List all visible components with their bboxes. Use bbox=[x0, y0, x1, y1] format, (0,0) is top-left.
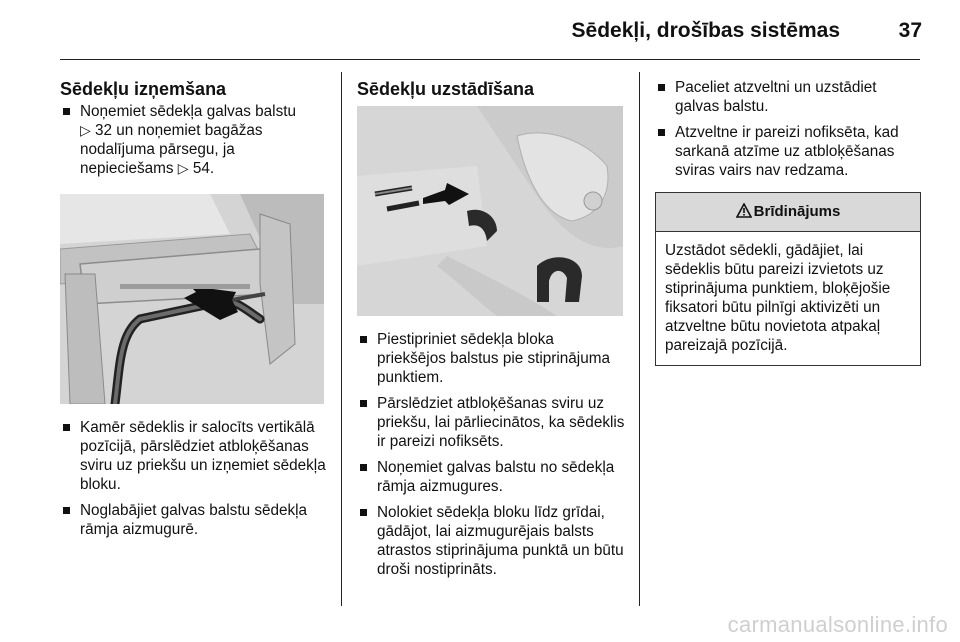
removing-steps bbox=[60, 418, 326, 539]
column-divider-2 bbox=[639, 72, 640, 606]
seat-installation-illustration bbox=[357, 106, 623, 316]
warning-box bbox=[655, 192, 921, 366]
page-number: 37 bbox=[898, 19, 922, 42]
warning-header bbox=[656, 193, 920, 232]
header-rule bbox=[60, 59, 920, 60]
triangle-right-icon[interactable]: ▷ bbox=[177, 160, 189, 176]
page-ref-link[interactable]: 32 bbox=[95, 122, 113, 139]
page-title: Sēdekļi, drošības sistēmas bbox=[571, 19, 840, 42]
list-item: Noņemiet galvas balstu no sēdekļa rāmja aizmugures. bbox=[357, 458, 625, 496]
list-item: Noglabājiet galvas balstu sēdekļa rāmja aizmugurē. bbox=[60, 501, 326, 539]
list-item: Noņemiet sēdekļa galvas balstu ▷ 32 un noņemiet bagāžas nodalījuma pārsegu, ja nepieciešams ▷ 54. bbox=[60, 102, 326, 178]
list-item: Pārslēdziet atbloķēšanas sviru uz priekšu, lai pārliecinātos, ka sēdeklis ir pareizi nofiksēts. bbox=[357, 394, 625, 451]
page-ref-link[interactable]: 54. bbox=[192, 160, 215, 177]
warning-triangle-icon bbox=[736, 195, 752, 233]
section-heading-installing: Sēdekļu uzstādīšana bbox=[357, 79, 535, 99]
list-item: Atzveltne ir pareizi nofiksēta, kad sarkanā atzīme uz atbloķēšanas sviras vairs nav redzama. bbox=[655, 123, 921, 180]
page-header bbox=[0, 0, 960, 60]
column-installing-continued bbox=[655, 78, 921, 366]
section-heading-removing: Sēdekļu izņemšana bbox=[60, 79, 227, 99]
list-item: Nolokiet sēdekļa bloku līdz grīdai, gādājot, lai aizmugurējais balsts atrastos stiprinājuma punktā un būtu droši nostiprināts. bbox=[357, 503, 625, 579]
list-item: Piestipriniet sēdekļa bloka priekšējos balstus pie stiprinājuma punktiem. bbox=[357, 330, 625, 387]
column-divider-1 bbox=[341, 72, 342, 606]
triangle-right-icon[interactable]: ▷ bbox=[80, 122, 91, 138]
watermark: carmanualsonline.info bbox=[727, 612, 948, 637]
column-installing-seats bbox=[357, 78, 625, 586]
warning-title: Brīdinājums bbox=[753, 203, 841, 220]
removing-steps-intro bbox=[60, 102, 326, 178]
column-removing-seats bbox=[60, 78, 326, 546]
installing-steps bbox=[357, 330, 625, 579]
list-item: Kamēr sēdeklis ir salocīts vertikālā pozīcijā, pārslēdziet atbloķēšanas sviru uz priekšu un izņemiet sēdekļa bloku. bbox=[60, 418, 326, 494]
list-item: Paceliet atzveltni un uzstādiet galvas balstu. bbox=[655, 78, 921, 116]
seat-removal-illustration bbox=[60, 194, 324, 404]
installing-steps-continued bbox=[655, 78, 921, 180]
warning-text: Uzstādot sēdekli, gādājiet, lai sēdeklis būtu pareizi izvietots uz stiprinājuma punktiem, bloķējošie fiksatori būtu pilnīgi aktivizēti un atzveltne būtu novietota atpakaļ pareizajā pozīcijā. bbox=[665, 242, 891, 354]
